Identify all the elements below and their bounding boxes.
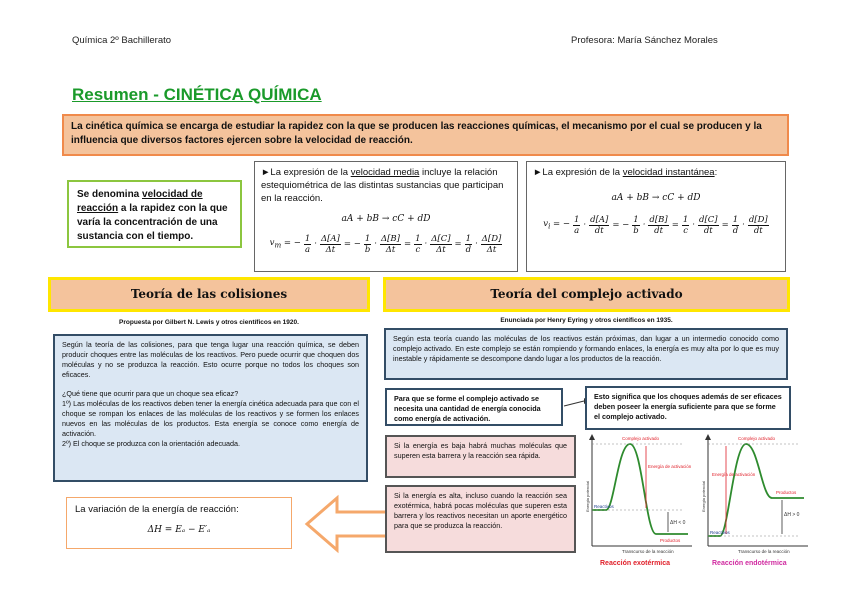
definition-box: [67, 180, 242, 248]
complex-title: Teoría del complejo activado: [383, 277, 790, 312]
energy-variation-formula: ΔH = Eₐ − E′ₐ: [147, 525, 211, 535]
exo-peak-label: Complejo activado: [622, 436, 660, 441]
high-energy-box: [385, 485, 576, 553]
instant-velocity-post: :: [714, 167, 718, 178]
high-energy-text: Si la energía es alta, incluso cuando la reacción sea exotérmica, habrá pocas moléculas que superen esta barrera y los reactivos necesitan un aporte energético para que se produzca la reacción.: [394, 491, 567, 530]
collisions-p2: 1º) Las moléculas de los reactivos deben tener la energía cinética adecuada para que con el choque se rompan los enlaces de las moléculas de los reactivos y se formen los enlaces nuevos en las moléculas de los productos. Esta energía se conoce como energía de activación.: [62, 399, 359, 438]
endo-dh: ΔH > 0: [784, 512, 800, 518]
endo-ylabel: Energía potencial: [701, 480, 706, 512]
collisions-text-box: [53, 334, 368, 482]
collisions-p3: 2º) El choque se produzca con la orientación adecuada.: [62, 439, 241, 448]
definition-post: a la rapidez con la que varía la concentración de una sustancia con el tiempo.: [77, 203, 228, 242]
exo-dh: ΔH < 0: [670, 520, 686, 526]
mean-velocity-pre: La expresión de la: [270, 167, 351, 178]
endo-reactivos: Reactivos: [710, 530, 730, 535]
instant-velocity-term: velocidad instantánea: [622, 167, 715, 178]
endo-productos: Productos: [776, 490, 797, 495]
effective-collisions-box: [585, 386, 791, 430]
bullet-icon: ►: [533, 167, 543, 178]
endo-title: Reacción endotérmica: [712, 560, 787, 567]
exo-ylabel: Energía potencial: [585, 480, 590, 512]
effective-collisions-text: Esto significa que los choques además de ser eficaces deben poseer la energía suficiente para que se forme el complejo activado.: [594, 392, 782, 421]
collisions-p1: Según la teoría de las colisiones, para que tenga lugar una reacción química, se deben producir choques entre las moléculas de los reactivos. Pero puede ocurrir que choquen dos moléculas y no se produzca la reacción. Esto ocurre porque no todos los choques son eficaces.: [62, 340, 359, 379]
exothermic-graph: [582, 432, 697, 567]
endo-ea-label: Energía de activación: [712, 472, 756, 477]
mean-velocity-term: velocidad media: [350, 167, 420, 178]
instant-reaction-equation: aA + bB → cC + dD: [611, 193, 701, 203]
exo-title: Reacción exotérmica: [600, 560, 671, 567]
mean-velocity-formula: $v_m$ = − $\frac{1}{a}$ · $\frac{\Delta[A]}{\Delta t}$ = − $\frac{1}{b}$ · $\frac{\Delta[B]}{\Delta t}$ = $\frac{1}{c}$ · $\frac{\Delta[C]}{\Delta t}$ = $\frac{1}{d}$ · $\frac{\Delta[D]}{\Delta t}$: [269, 234, 502, 255]
instant-velocity-formula: $v_i$ = − $\frac{1}{a}$ · $\frac{d[A]}{dt}$ = − $\frac{1}{b}$ · $\frac{d[B]}{dt}$ = $\frac{1}{c}$ · $\frac{d[C]}{dt}$ = $\frac{1}{d}$ · $\frac{d[D]}{dt}$: [543, 215, 768, 236]
header-teacher: Profesora: María Sánchez Morales: [571, 35, 718, 46]
collisions-credit: Propuesta por Gilbert N. Lewis y otros científicos en 1920.: [119, 319, 299, 326]
exo-xlabel: Transcurso de la reacción: [622, 549, 674, 554]
energy-variation-box: [66, 497, 292, 549]
exo-productos: Productos: [660, 538, 681, 543]
complex-credit: Enunciada por Henry Eyring y otros científicos en 1935.: [500, 317, 673, 324]
low-energy-text: Si la energía es baja habrá muchas moléculas que superen esta barrera y la reacción sea rápida.: [394, 441, 567, 460]
exo-reactivos: Reactivos: [594, 504, 614, 509]
mean-velocity-box: [254, 161, 518, 272]
collisions-title: Teoría de las colisiones: [48, 277, 370, 312]
left-arrow-icon: [285, 488, 395, 558]
definition-term: velocidad de reacción: [77, 189, 203, 214]
definition-pre: Se denomina: [77, 189, 143, 200]
header-course: Química 2º Bachillerato: [72, 35, 172, 46]
energy-variation-label: La variación de la energía de reacción:: [75, 504, 239, 515]
instant-velocity-pre: La expresión de la: [542, 167, 623, 178]
exo-ea-label: Energía de activación: [648, 464, 692, 469]
endo-xlabel: Transcurso de la reacción: [738, 549, 790, 554]
mean-reaction-equation: aA + bB → cC + dD: [341, 214, 431, 224]
endothermic-graph: [698, 432, 813, 567]
intro-text: La cinética química se encarga de estudiar la rapidez con la que se producen las reacciones químicas, el mecanismo por el cual se producen y la influencia que diversos factores ejercen sobre la velocidad de reacción.: [71, 121, 762, 146]
complex-p1: Según esta teoría cuando las moléculas de los reactivos están próximas, dan lugar a un intermedio conocido como complejo activado. En este complejo se están rompiendo y formando enlaces, la energía es muy alta por lo que es muy inestable y rápidamente se descompone dando lugar a los productos de la reacción.: [393, 334, 779, 363]
activation-energy-text: Para que se forme el complejo activado se necesita una cantidad de energía conocida como energía de activación.: [394, 394, 541, 423]
collisions-question: ¿Qué tiene que ocurrir para que un choque sea eficaz?: [62, 389, 239, 398]
endo-peak-label: Complejo activado: [738, 436, 776, 441]
intro-box: [62, 114, 789, 156]
complex-text-box: [384, 328, 788, 380]
mean-velocity-post: incluye la relación estequiométrica de las distintas sustancias que participan en la reacción.: [261, 167, 504, 204]
instant-velocity-box: [526, 161, 786, 272]
activation-energy-box: [385, 388, 563, 426]
low-energy-box: [385, 435, 576, 478]
page-title: Resumen - CINÉTICA QUÍMICA: [72, 85, 322, 104]
bullet-icon: ►: [261, 167, 271, 178]
